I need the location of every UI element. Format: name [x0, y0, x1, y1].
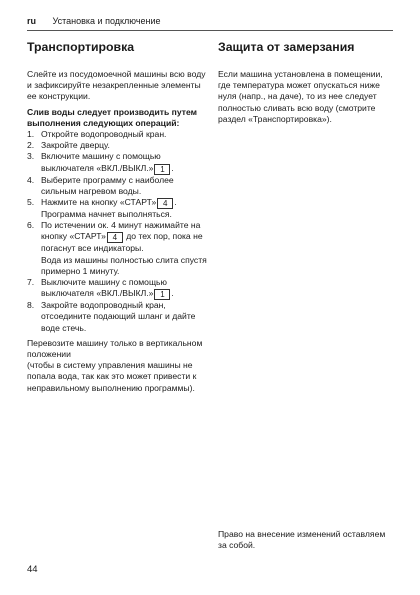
transport-column: [27, 40, 210, 394]
step-item: [27, 175, 210, 197]
transport-lead: Слив воды следует производить путем выполнения следующих операций:: [27, 106, 197, 128]
step-text: Выключите машину с помощью выключателя «ВКЛ./ВЫКЛ.»: [41, 277, 167, 299]
step-number: 7.: [27, 277, 35, 288]
step-text-end: до тех пор, пока не погаснут все индикаторы.: [41, 231, 203, 254]
step-text: По истечении ок. 4 минут нажимайте на кнопку «СТАРТ»: [41, 220, 201, 242]
step-number: 3.: [27, 151, 35, 162]
step-number: 5.: [27, 197, 35, 208]
step-text: Выберите программу с наиболее сильным нагревом воды.: [41, 174, 174, 196]
step-item: [27, 140, 210, 151]
step-text: Нажмите на кнопку «СТАРТ»: [41, 197, 157, 208]
step-item: [27, 300, 210, 334]
step-text: Закройте дверцу.: [41, 140, 110, 151]
section-title: Установка и подключение: [52, 16, 161, 26]
language-code: ru: [27, 16, 36, 26]
step-text-end: .: [171, 162, 174, 173]
step-item: [27, 129, 210, 140]
steps-list: [27, 129, 210, 334]
page-header: [27, 16, 161, 26]
frost-column: [218, 40, 394, 125]
step-item: [27, 220, 210, 254]
step-text-end: .: [174, 197, 177, 208]
transport-intro: Слейте из посудомоечной машины всю воду и зафиксируйте незакрепленные элементы ее конструкции.: [27, 69, 206, 102]
key-symbol: 4: [157, 198, 173, 209]
step-text: Включите машину с помощью выключателя «ВКЛ./ВЫКЛ.»: [41, 151, 161, 173]
step-number: 1.: [27, 129, 35, 140]
step-note: [27, 209, 210, 220]
key-symbol: 4: [107, 232, 123, 243]
step-item: [27, 151, 210, 174]
step-item: [27, 197, 210, 209]
key-symbol: 1: [154, 164, 170, 175]
transport-position-note: Перевозите машину только в вертикальном положении: [27, 337, 203, 360]
key-symbol: 1: [154, 289, 170, 300]
step-item: [27, 277, 210, 300]
step-text: Откройте водопроводный кран.: [41, 129, 167, 140]
changes-notice: Право на внесение изменений оставляем за собой.: [218, 529, 386, 550]
step-number: 4.: [27, 174, 35, 185]
frost-heading: Защита от замерзания: [218, 40, 355, 54]
transport-heading: Транспортировка: [27, 40, 135, 54]
frost-text: Если машина установлена в помещении, где температура может опускаться ниже нуля (напр., на даче), то из нее следует полностью сливать всю воду (смотрите раздел «Транспортировка»).: [218, 69, 383, 124]
step-number: 8.: [27, 300, 35, 311]
step-note: [27, 255, 210, 277]
transport-reason-note: (чтобы в систему управления машины не попала вода, так как это может привести к неправильному выполнению программы).: [27, 360, 197, 393]
step-note-text: Вода из машины полностью слита спустя примерно 1 минуту.: [41, 254, 207, 276]
step-text-end: .: [171, 288, 174, 299]
step-text: Закройте водопроводный кран, отсоедините подающий шланг и дайте воде стечь.: [41, 300, 196, 333]
step-number: 2.: [27, 140, 35, 151]
header-divider: [27, 30, 393, 31]
page-number: 44: [27, 564, 38, 575]
step-number: 6.: [27, 220, 35, 231]
step-note-text: Программа начнет выполняться.: [41, 209, 172, 220]
